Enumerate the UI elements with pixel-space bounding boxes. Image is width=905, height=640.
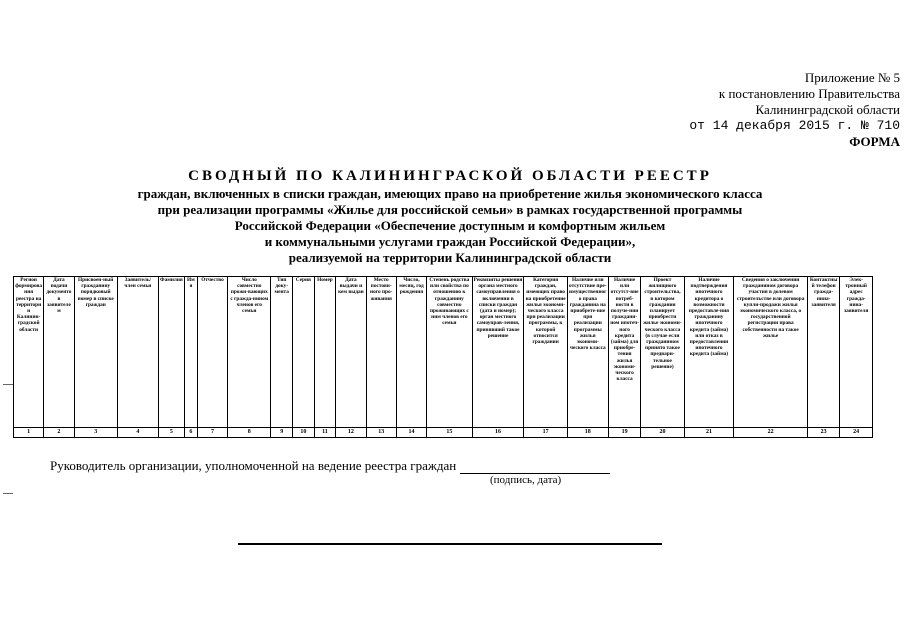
column-header: Тип доку-мента (271, 277, 293, 428)
document-title (100, 166, 800, 266)
column-number: 22 (734, 428, 808, 438)
column-header: Отчество (197, 277, 227, 428)
column-header: Фамилия (158, 277, 184, 428)
subtitle-line: реализуемой на территории Калининградской области (288, 250, 612, 265)
column-number: 19 (608, 428, 640, 438)
column-number: 20 (641, 428, 684, 438)
signature-caption: (подпись, дата) (490, 474, 562, 486)
column-number: 11 (314, 428, 336, 438)
subtitle-line: и коммунальными услугами граждан Российской Федерации», (264, 234, 636, 249)
column-number: 9 (271, 428, 293, 438)
column-header: Дата подачи документов заявителем (44, 277, 74, 428)
column-number: 24 (840, 428, 873, 438)
title-main: СВОДНЫЙ ПО КАЛИНИНГРАСКОЙ ОБЛАСТИ РЕЕСТР (188, 168, 712, 184)
appendix-date: от 14 декабря 2015 г. № 710 (689, 118, 900, 133)
column-header: Номер (314, 277, 336, 428)
column-number: 2 (44, 428, 74, 438)
column-number: 3 (74, 428, 117, 438)
column-number: 13 (366, 428, 396, 438)
column-number: 6 (184, 428, 197, 438)
margin-mark (3, 384, 13, 385)
column-header: Проект жилищного строительства, в котором гражданин планирует приобрести жилье экономи-ческого класса (в случае если гражданином принято такое предвари-тельное решение) (641, 277, 684, 428)
appendix-line-1: Приложение № 5 (804, 70, 900, 85)
column-header: Регион формирования реестра на территории Калинин-градской области (14, 277, 44, 428)
column-number: 4 (117, 428, 158, 438)
column-header: Наличие или отсутствие пре-имущественного права гражданина на приобрете-ние при реализации программы жилья экономи-ческого класса (567, 277, 608, 428)
column-header: Присвоен-ный гражданину порядковый номер в списке граждан (74, 277, 117, 428)
margin-mark (3, 493, 13, 494)
column-header: Дата выдачи и кем выдан (336, 277, 366, 428)
table-header-row (14, 277, 873, 428)
form-label: ФОРМА (849, 134, 900, 149)
column-number: 5 (158, 428, 184, 438)
column-number: 8 (228, 428, 271, 438)
column-header: Наличие или отсутст-вие потреб-ности в получе-нии граждани-ном ипотеч-ного кредита (займа) для приобре-тения жилья экономи-ческого класса (608, 277, 640, 428)
signature-blank (460, 461, 610, 474)
column-header: Число совместно прожи-вающих с гражда-нином членов его семьи (228, 277, 271, 428)
column-header: Наличие подтверждения ипотечного кредитора о возможности предоставле-ния гражданину ипотечного кредита (займа) или отказ в предоставлении ипотечного кредита (займа) (684, 277, 734, 428)
registry-table (13, 276, 873, 438)
bottom-rule (238, 543, 662, 545)
column-header: Контактный телефон гражда-нина-заявителя (807, 277, 839, 428)
column-number: 10 (293, 428, 315, 438)
appendix-line-2: к постановлению Правительства (718, 86, 900, 101)
signature-line (50, 458, 610, 474)
appendix-block (610, 70, 900, 150)
subtitle-line: Российской Федерации «Обеспечение доступным и комфортным жильем (234, 218, 666, 233)
column-number: 16 (472, 428, 524, 438)
column-header: Серия (293, 277, 315, 428)
column-header: Категория граждан, имеющих право на приобретение жилья экономи-ческого класса при реализации программы, к которой относится гражданин (524, 277, 567, 428)
column-number: 18 (567, 428, 608, 438)
column-number: 14 (396, 428, 426, 438)
column-number: 21 (684, 428, 734, 438)
subtitle-line: при реализации программы «Жилье для российской семьи» в рамках государственной программы (157, 202, 743, 217)
column-number: 1 (14, 428, 44, 438)
column-number: 12 (336, 428, 366, 438)
subtitle-line: граждан, включенных в списки граждан, имеющих право на приобретение жилья экономического класса (137, 186, 763, 201)
column-header: Реквизиты решения органа местного самоуправления о включении в списки граждан (дата и номер); орган местного самоуправ-ления, принявший такое решение (472, 277, 524, 428)
column-header: Элек-тронный адрес гражда-нина-заявителя (840, 277, 873, 428)
column-number: 17 (524, 428, 567, 438)
column-header: Место постоян-ного про-живания (366, 277, 396, 428)
appendix-line-3: Калининградской области (755, 102, 900, 117)
column-header: Число, месяц, год рождения (396, 277, 426, 428)
column-header: Степень родства или свойства по отношению к гражданину совместно проживающих с ним членов его семьи (427, 277, 472, 428)
column-number: 15 (427, 428, 472, 438)
column-number-row (14, 428, 873, 438)
column-header: Заявитель/ член семьи (117, 277, 158, 428)
column-header: Имя (184, 277, 197, 428)
signature-label: Руководитель организации, уполномоченной на ведение реестра граждан (50, 458, 457, 473)
column-number: 7 (197, 428, 227, 438)
column-number: 23 (807, 428, 839, 438)
column-header: Сведения о заключении гражданином договора участия в долевом строительстве или договора купли-продажи жилья экономического класса, о государственной регистрации права собственности на такое жилье (734, 277, 808, 428)
